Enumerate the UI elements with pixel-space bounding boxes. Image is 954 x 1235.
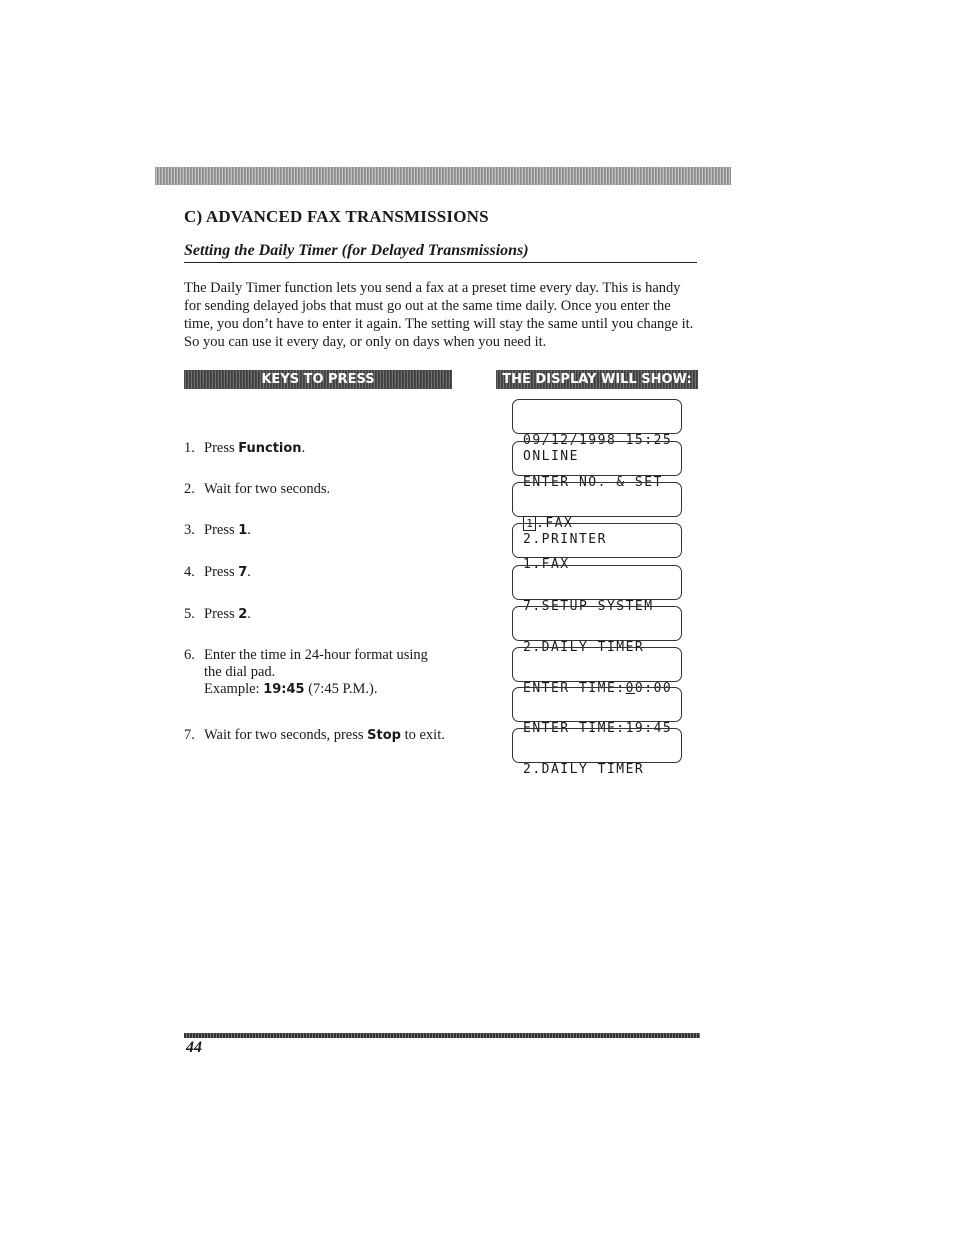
- lcd-display-step-6a: [512, 647, 682, 696]
- step-example: [184, 681, 484, 698]
- step-text: .: [301, 440, 306, 456]
- lcd-display-step-3: [512, 523, 682, 572]
- lcd-line-1: 09/12/1998 15:25: [523, 433, 673, 448]
- step-text: to exit.: [400, 727, 445, 743]
- lcd-line-1: ENTER NO. & SET: [523, 475, 663, 490]
- step-number: 2.: [184, 481, 195, 497]
- selected-item-box: 1: [523, 516, 536, 531]
- key-label: 1: [238, 523, 248, 538]
- display-will-show-header: THE DISPLAY WILL SHOW:: [496, 370, 698, 389]
- step-text: .: [247, 606, 251, 622]
- step-7: [184, 727, 484, 744]
- lcd-line-2: 2.PRINTER: [523, 532, 607, 547]
- lcd-text: 0:00: [634, 681, 673, 696]
- step-number: 5.: [184, 606, 195, 622]
- section-heading: C) ADVANCED FAX TRANSMISSIONS: [184, 207, 489, 226]
- step-4: [184, 564, 484, 581]
- step-text: Press: [204, 440, 239, 456]
- step-text: Enter the time in 24-hour format using: [204, 647, 428, 663]
- lcd-text: ENTER TIME:: [523, 681, 626, 696]
- step-number: 3.: [184, 522, 195, 538]
- lcd-display-step-6b: [512, 687, 682, 736]
- lcd-display-step-7: [512, 728, 682, 777]
- step-text: Press: [204, 522, 239, 538]
- lcd-line-1: 7.SETUP SYSTEM: [523, 599, 654, 614]
- example-note: (7:45 P.M.).: [304, 681, 378, 697]
- lcd-line-1: 1.FAX: [523, 557, 570, 572]
- step-text: Press: [204, 564, 239, 580]
- page-number: 44: [186, 1039, 202, 1056]
- intro-paragraph: The Daily Timer function lets you send a fax at a preset time every day. This is handy for sending delayed jobs that must go out at the same time daily. Once you enter the time, you don’t have to enter it again. The setting will stay the same until you change it. So you can use it every day, or only on days when you need it.: [184, 280, 694, 350]
- footer-rule: [184, 1033, 700, 1038]
- step-text: Press: [204, 606, 239, 622]
- key-label: 19:45: [263, 682, 305, 697]
- step-6: [184, 647, 484, 698]
- subheading: Setting the Daily Timer (for Delayed Transmissions): [184, 242, 697, 263]
- example-label: Example:: [204, 681, 264, 697]
- step-text: Wait for two seconds.: [204, 481, 331, 497]
- keys-to-press-header: KEYS TO PRESS: [184, 370, 452, 389]
- key-label: 2: [238, 607, 248, 622]
- key-label: 7: [238, 565, 248, 580]
- key-label: Function: [238, 441, 302, 456]
- header-rule-band: [155, 167, 731, 185]
- step-text: .: [247, 522, 251, 538]
- step-2: [184, 481, 484, 498]
- step-number: 4.: [184, 564, 195, 580]
- lcd-display-step-1: [512, 441, 682, 490]
- step-5: [184, 606, 484, 623]
- lcd-display-initial: [512, 399, 682, 464]
- cursor-digit: 0: [625, 681, 635, 696]
- lcd-line-1: 2.DAILY TIMER: [523, 762, 645, 777]
- lcd-line-2: ONLINE: [523, 449, 579, 464]
- lcd-text: .FAX: [536, 516, 574, 531]
- lcd-display-step-5: [512, 606, 682, 655]
- key-label: Stop: [367, 728, 401, 743]
- lcd-display-step-2: [512, 482, 682, 547]
- lcd-display-step-4: [512, 565, 682, 614]
- step-text: the dial pad.: [204, 664, 276, 680]
- step-1: [184, 440, 484, 457]
- step-text: .: [247, 564, 251, 580]
- step-number: 7.: [184, 727, 195, 743]
- step-3: [184, 522, 484, 539]
- lcd-line-1: 2.DAILY TIMER: [523, 640, 645, 655]
- lcd-line-1: ENTER TIME:19:45: [523, 721, 673, 736]
- step-number: 6.: [184, 647, 195, 663]
- step-text: Wait for two seconds, press: [204, 727, 368, 743]
- step-number: 1.: [184, 440, 195, 456]
